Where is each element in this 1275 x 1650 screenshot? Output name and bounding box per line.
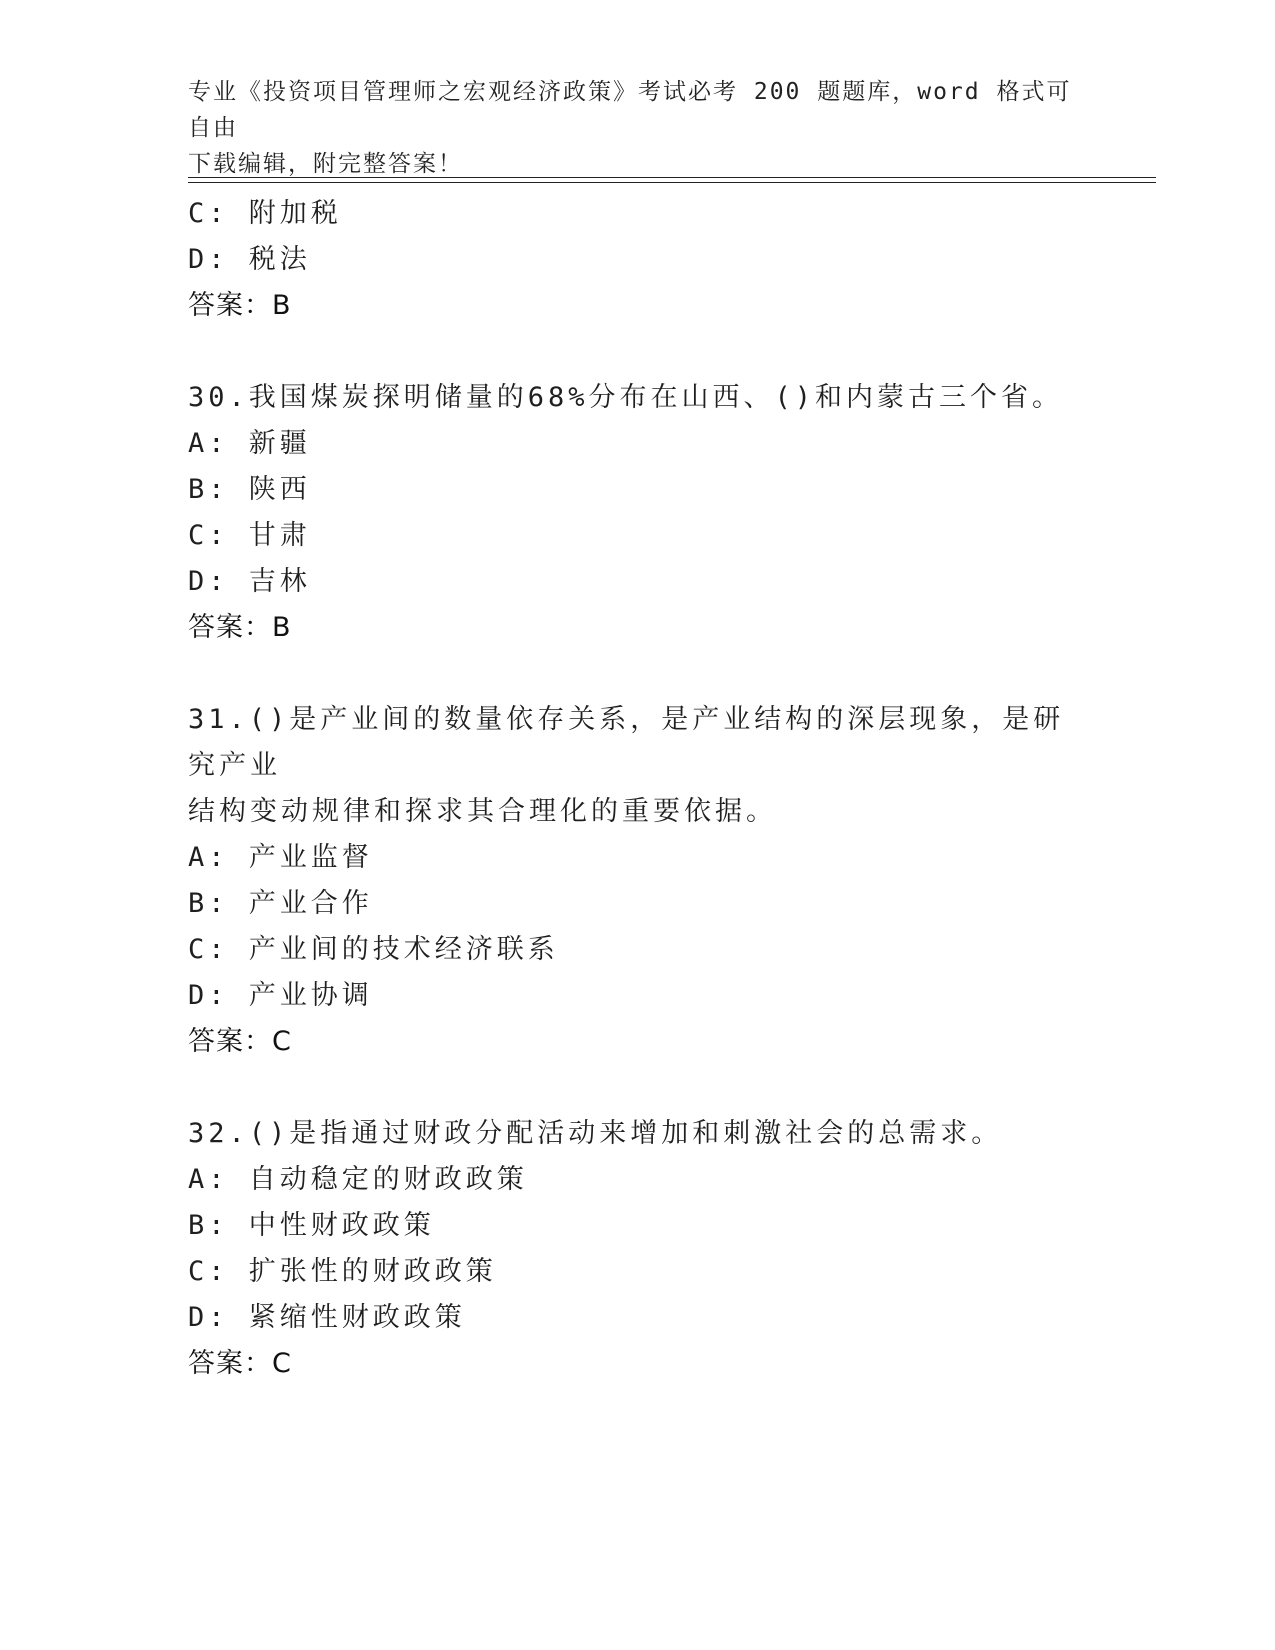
header-line-1: 专业《投资项目管理师之宏观经济政策》考试必考 200 题题库，word 格式可自由 — [188, 79, 1072, 141]
document-header — [188, 74, 1088, 182]
option-d — [188, 1295, 1108, 1341]
answer-line: 答案：B — [188, 290, 292, 321]
option-c — [188, 927, 1108, 973]
option-a — [188, 1157, 1108, 1203]
option-a — [188, 835, 1108, 881]
question-stem-line-1: 32.()是指通过财政分配活动来增加和刺激社会的总需求。 — [188, 1118, 1003, 1149]
option-label: B: — [188, 888, 229, 919]
option-text: 新疆 — [248, 428, 311, 459]
option-d — [188, 559, 1108, 605]
option-text: 附加税 — [248, 198, 342, 229]
option-label: D: — [188, 244, 229, 275]
option-c — [188, 191, 1108, 237]
option-label: C: — [188, 1256, 229, 1287]
option-label: C: — [188, 934, 229, 965]
option-label: D: — [188, 980, 229, 1011]
option-label: A: — [188, 842, 229, 873]
option-label: B: — [188, 1210, 229, 1241]
answer-line: 答案：C — [188, 1026, 292, 1057]
question-30 — [188, 375, 1108, 651]
header-divider-bottom — [188, 182, 1156, 183]
option-text: 紧缩性财政政策 — [248, 1302, 466, 1333]
option-text: 产业间的技术经济联系 — [248, 934, 559, 965]
option-label: C: — [188, 198, 229, 229]
option-text: 产业合作 — [248, 888, 373, 919]
option-text: 产业协调 — [248, 980, 373, 1011]
header-line-2: 下载编辑，附完整答案！ — [188, 151, 463, 177]
question-stem-line-1: 30.我国煤炭探明储量的68%分布在山西、()和内蒙古三个省。 — [188, 382, 1064, 413]
option-b — [188, 1203, 1108, 1249]
option-text: 吉林 — [248, 566, 311, 597]
option-label: B: — [188, 474, 229, 505]
answer-line: 答案：C — [188, 1348, 292, 1379]
option-c — [188, 513, 1108, 559]
question-stem-line-2: 结构变动规律和探求其合理化的重要依据。 — [188, 796, 777, 827]
option-d — [188, 973, 1108, 1019]
option-label: A: — [188, 1164, 229, 1195]
option-text: 税法 — [248, 244, 311, 275]
question-stem — [188, 1111, 1088, 1157]
header-divider-top — [188, 177, 1156, 178]
question-29-continuation — [188, 191, 1108, 329]
option-text: 自动稳定的财政政策 — [248, 1164, 528, 1195]
option-text: 产业监督 — [248, 842, 373, 873]
question-32 — [188, 1111, 1108, 1387]
option-a — [188, 421, 1108, 467]
option-d — [188, 237, 1108, 283]
option-b — [188, 881, 1108, 927]
option-text: 扩张性的财政政策 — [248, 1256, 497, 1287]
option-text: 中性财政政策 — [248, 1210, 435, 1241]
option-label: D: — [188, 566, 229, 597]
question-stem — [188, 697, 1088, 835]
option-label: C: — [188, 520, 229, 551]
question-stem-line-1: 31.()是产业间的数量依存关系，是产业结构的深层现象，是研究产业 — [188, 704, 1065, 781]
option-label: A: — [188, 428, 229, 459]
option-label: D: — [188, 1302, 229, 1333]
option-b — [188, 467, 1108, 513]
option-text: 甘肃 — [248, 520, 311, 551]
question-stem — [188, 375, 1088, 421]
question-list — [188, 191, 1108, 1387]
answer-line: 答案：B — [188, 612, 292, 643]
question-31 — [188, 697, 1108, 1065]
option-c — [188, 1249, 1108, 1295]
option-text: 陕西 — [248, 474, 311, 505]
